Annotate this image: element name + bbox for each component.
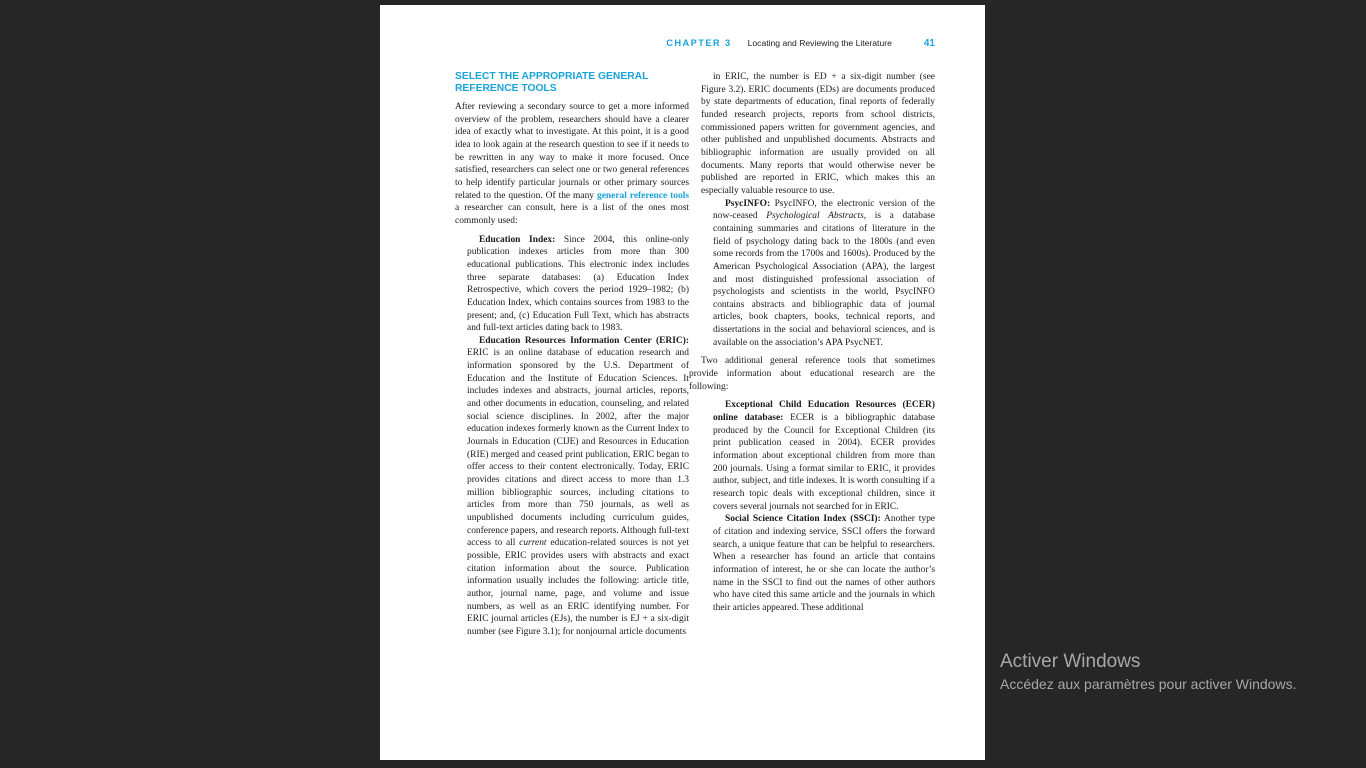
section-heading: SELECT THE APPROPRIATE GENERAL REFERENCE TOOLS xyxy=(455,71,649,94)
book-page xyxy=(380,5,985,760)
list-item: Education Index: Since 2004, this online-only publication indexes articles from more than 300 educational publications. This electronic index includes three separate databases: (a) Education Index Retrospective, which covers the period 1929–1982; (b) Education Index, which contains sources from 1983 to the present; and, (c) Education Full Text, which has abstracts and full-text articles dating back to 1983. xyxy=(467,234,689,334)
additional-tools-list xyxy=(701,399,935,614)
list-item: Social Science Citation Index (SSCI): Another type of citation and indexing service, SSCI offers the forward search, a unique feature that can be helpful to researchers. When a researcher has found an article that contains information of interest, he or she can locate the author’s name in the SSCI to find out the names of other authors who have cited this same article and the journals in which their articles appeared. These additional xyxy=(713,514,935,613)
chapter-title: Locating and Reviewing the Literature xyxy=(747,38,892,48)
paragraph: Two additional general reference tools that sometimes provide information about educational research are the following: xyxy=(689,356,935,392)
glossary-link[interactable]: general reference tools xyxy=(596,190,690,201)
entry-term: Exceptional Child Education Resources (ECER) online database: xyxy=(713,400,935,424)
chapter-label: CHAPTER 3 xyxy=(666,38,732,48)
list-item: Exceptional Child Education Resources (ECER) online database: ECER is a bibliographic database produced by the Council for Exceptional Children (its print publication ceased in 2004). ECER provides information about exceptional children from more than 200 journals. Using a format similar to ERIC, it provides author, subject, and title indexes. It is worth consulting if a research topic deals with exceptional children, since it covers several journals not searched for in ERIC. xyxy=(713,400,935,512)
entry-term: Education Resources Information Center (ERIC): xyxy=(479,335,689,346)
left-column xyxy=(455,71,689,639)
entry-term: PsycINFO: xyxy=(725,198,771,209)
intro-paragraph: After reviewing a secondary source to get a more informed overview of the problem, researchers should have a clearer idea of exactly what to investigate. At this point, it is a good idea to look again at the research question to see if it needs to be rewritten in any way to make it more focused. Once satisfied, researchers can select one or two general references to help identify particular journals or other primary sources related to the question. Of the many general reference tools a researcher can consult, here is a list of the ones most commonly used: xyxy=(455,102,690,226)
running-header xyxy=(380,38,935,52)
entry-term: Social Science Citation Index (SSCI): xyxy=(725,514,881,525)
right-column xyxy=(689,71,935,615)
reference-tools-list xyxy=(455,234,689,639)
windows-activation-watermark xyxy=(1000,650,1296,694)
entry-term: Education Index: xyxy=(479,234,556,245)
watermark-subtitle: Accédez aux paramètres pour activer Windows. xyxy=(1000,676,1297,692)
list-item: PsycINFO: PsycINFO, the electronic version of the now-ceased Psychological Abstracts, is a database containing summaries and citations of literature in the field of psychology dating back to the 1800s (and even some records from the 1700s and 1600s). Produced by the American Psychological Association (APA), the largest and most distinguished professional association of psychologists and scientists in the world, PsycINFO contains abstracts and bibliographic data of journal articles, book chapters, books, technical reports, and dissertations in the social and behavioral sciences, and is available on the association’s APA PsycNET. xyxy=(713,198,935,348)
watermark-title: Activer Windows xyxy=(1000,651,1141,672)
page-number: 41 xyxy=(923,38,935,49)
eric-continued: in ERIC, the number is ED + a six-digit number (see Figure 3.2). ERIC documents (EDs) are documents produced by state departments of education, final reports of federally funded research projects, reports from school districts, commissioned papers written for government agencies, and other published and unpublished documents. Abstracts and bibliographic information are usually provided on all documents. Many reports that would otherwise never be published are reported in ERIC, which makes this an especially valuable resource to use. xyxy=(701,72,935,196)
list-item: Education Resources Information Center (ERIC): ERIC is an online database of education research and information sponsored by the U.S. Department of Education and the Institute of Education Sciences. It includes indexes and abstracts, journal articles, reports, and other documents in education, counseling, and related social science disciplines. In 2002, after the major education indexes formerly known as the Current Index to Journals in Education (CIJE) and Resources in Education (RIE) merged and ceased print publication, ERIC began to offer access to their content electronically. Today, ERIC provides citations and direct access to more than 1.3 million bibliographic sources, including citations to articles from more than 750 journals, as well as unpublished documents including curriculum guides, conference papers, and research reports. Although full-text access to all current education-related sources is not yet possible, ERIC provides users with abstracts and exact citation information about the source. Publication information usually includes the following: article title, author, journal name, page, and volume and issue numbers, as well as an ERIC identifying number. For ERIC journal articles (EJs), the number is EJ + a six-digit number (see Figure 3.1); for nonjournal article documents xyxy=(467,335,689,637)
